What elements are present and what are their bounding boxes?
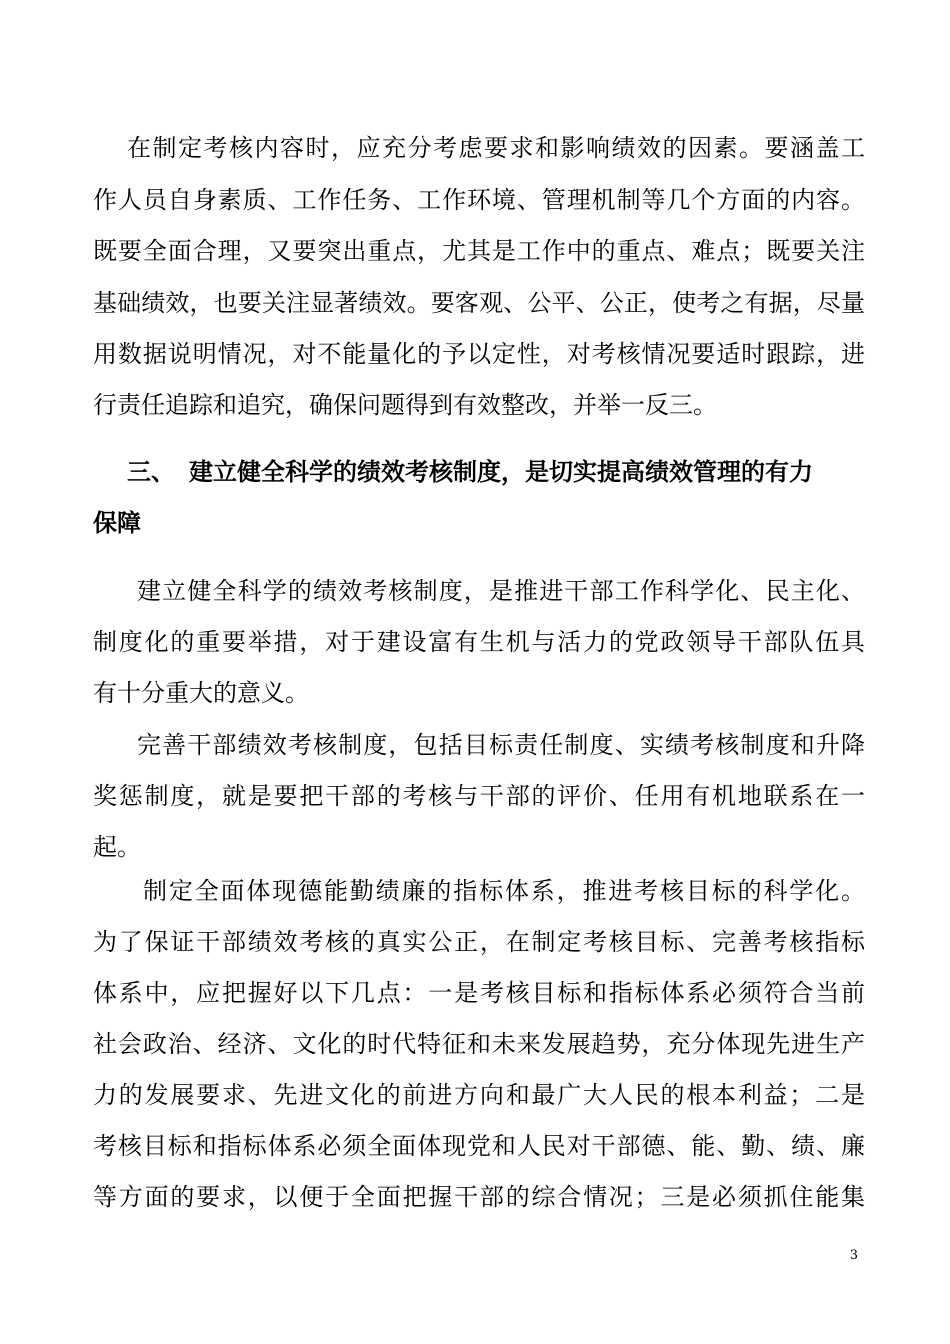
paragraph-4-line-1: 制定全面体现德能勤绩廉的指标体系，推进考核目标的科学化。: [143, 877, 865, 905]
paragraph-1-line-2: 作人员自身素质、工作任务、工作环境、管理机制等几个方面的内容。: [93, 186, 865, 214]
section-heading: [127, 457, 865, 487]
page-number: 3: [849, 1248, 858, 1263]
paragraph-1-line-5: 用数据说明情况，对不能量化的予以定性，对考核情况要适时跟踪，进: [93, 340, 865, 368]
paragraph-2-line-2: 制度化的重要举措，对于建设富有生机与活力的党政领导干部队伍具: [93, 628, 865, 656]
paragraph-2-line-3: 有十分重大的意义。: [93, 679, 309, 707]
paragraph-3-line-3: 起。: [93, 833, 141, 861]
paragraph-1-line-4: 基础绩效，也要关注显著绩效。要客观、公平、公正，使考之有据，尽量: [93, 289, 865, 317]
paragraph-4-line-6: 考核目标和指标体系必须全面体现党和人民对干部德、能、勤、绩、廉: [93, 1132, 865, 1160]
paragraph-4-line-2: 为了保证干部绩效考核的真实公正，在制定考核目标、完善考核指标: [93, 928, 865, 956]
paragraph-4-line-3: 体系中，应把握好以下几点：一是考核目标和指标体系必须符合当前: [93, 979, 865, 1007]
paragraph-1-line-3: 既要全面合理，又要突出重点，尤其是工作中的重点、难点；既要关注: [93, 237, 865, 265]
paragraph-2-line-1: 建立健全科学的绩效考核制度，是推进干部工作科学化、民主化、: [137, 577, 865, 605]
section-number: 三、: [127, 458, 175, 486]
paragraph-4-line-7: 等方面的要求，以便于全面把握干部的综合情况；三是必须抓住能集: [93, 1183, 865, 1211]
paragraph-1-line-1: 在制定考核内容时，应充分考虑要求和影响绩效的因素。要涵盖工: [127, 134, 865, 162]
paragraph-1-line-6: 行责任追踪和追究，确保问题得到有效整改，并举一反三。: [93, 391, 717, 419]
section-title-line-1: 建立健全科学的绩效考核制度，是切实提高绩效管理的有力: [189, 458, 813, 486]
paragraph-3-line-2: 奖惩制度，就是要把干部的考核与干部的评价、任用有机地联系在一: [93, 782, 865, 810]
paragraph-4-line-5: 力的发展要求、先进文化的前进方向和最广大人民的根本利益；二是: [93, 1081, 865, 1109]
section-title-line-2: 保障: [93, 509, 141, 537]
paragraph-4-line-4: 社会政治、经济、文化的时代特征和未来发展趋势，充分体现先进生产: [93, 1030, 865, 1058]
paragraph-3-line-1: 完善干部绩效考核制度，包括目标责任制度、实绩考核制度和升降: [137, 731, 865, 759]
